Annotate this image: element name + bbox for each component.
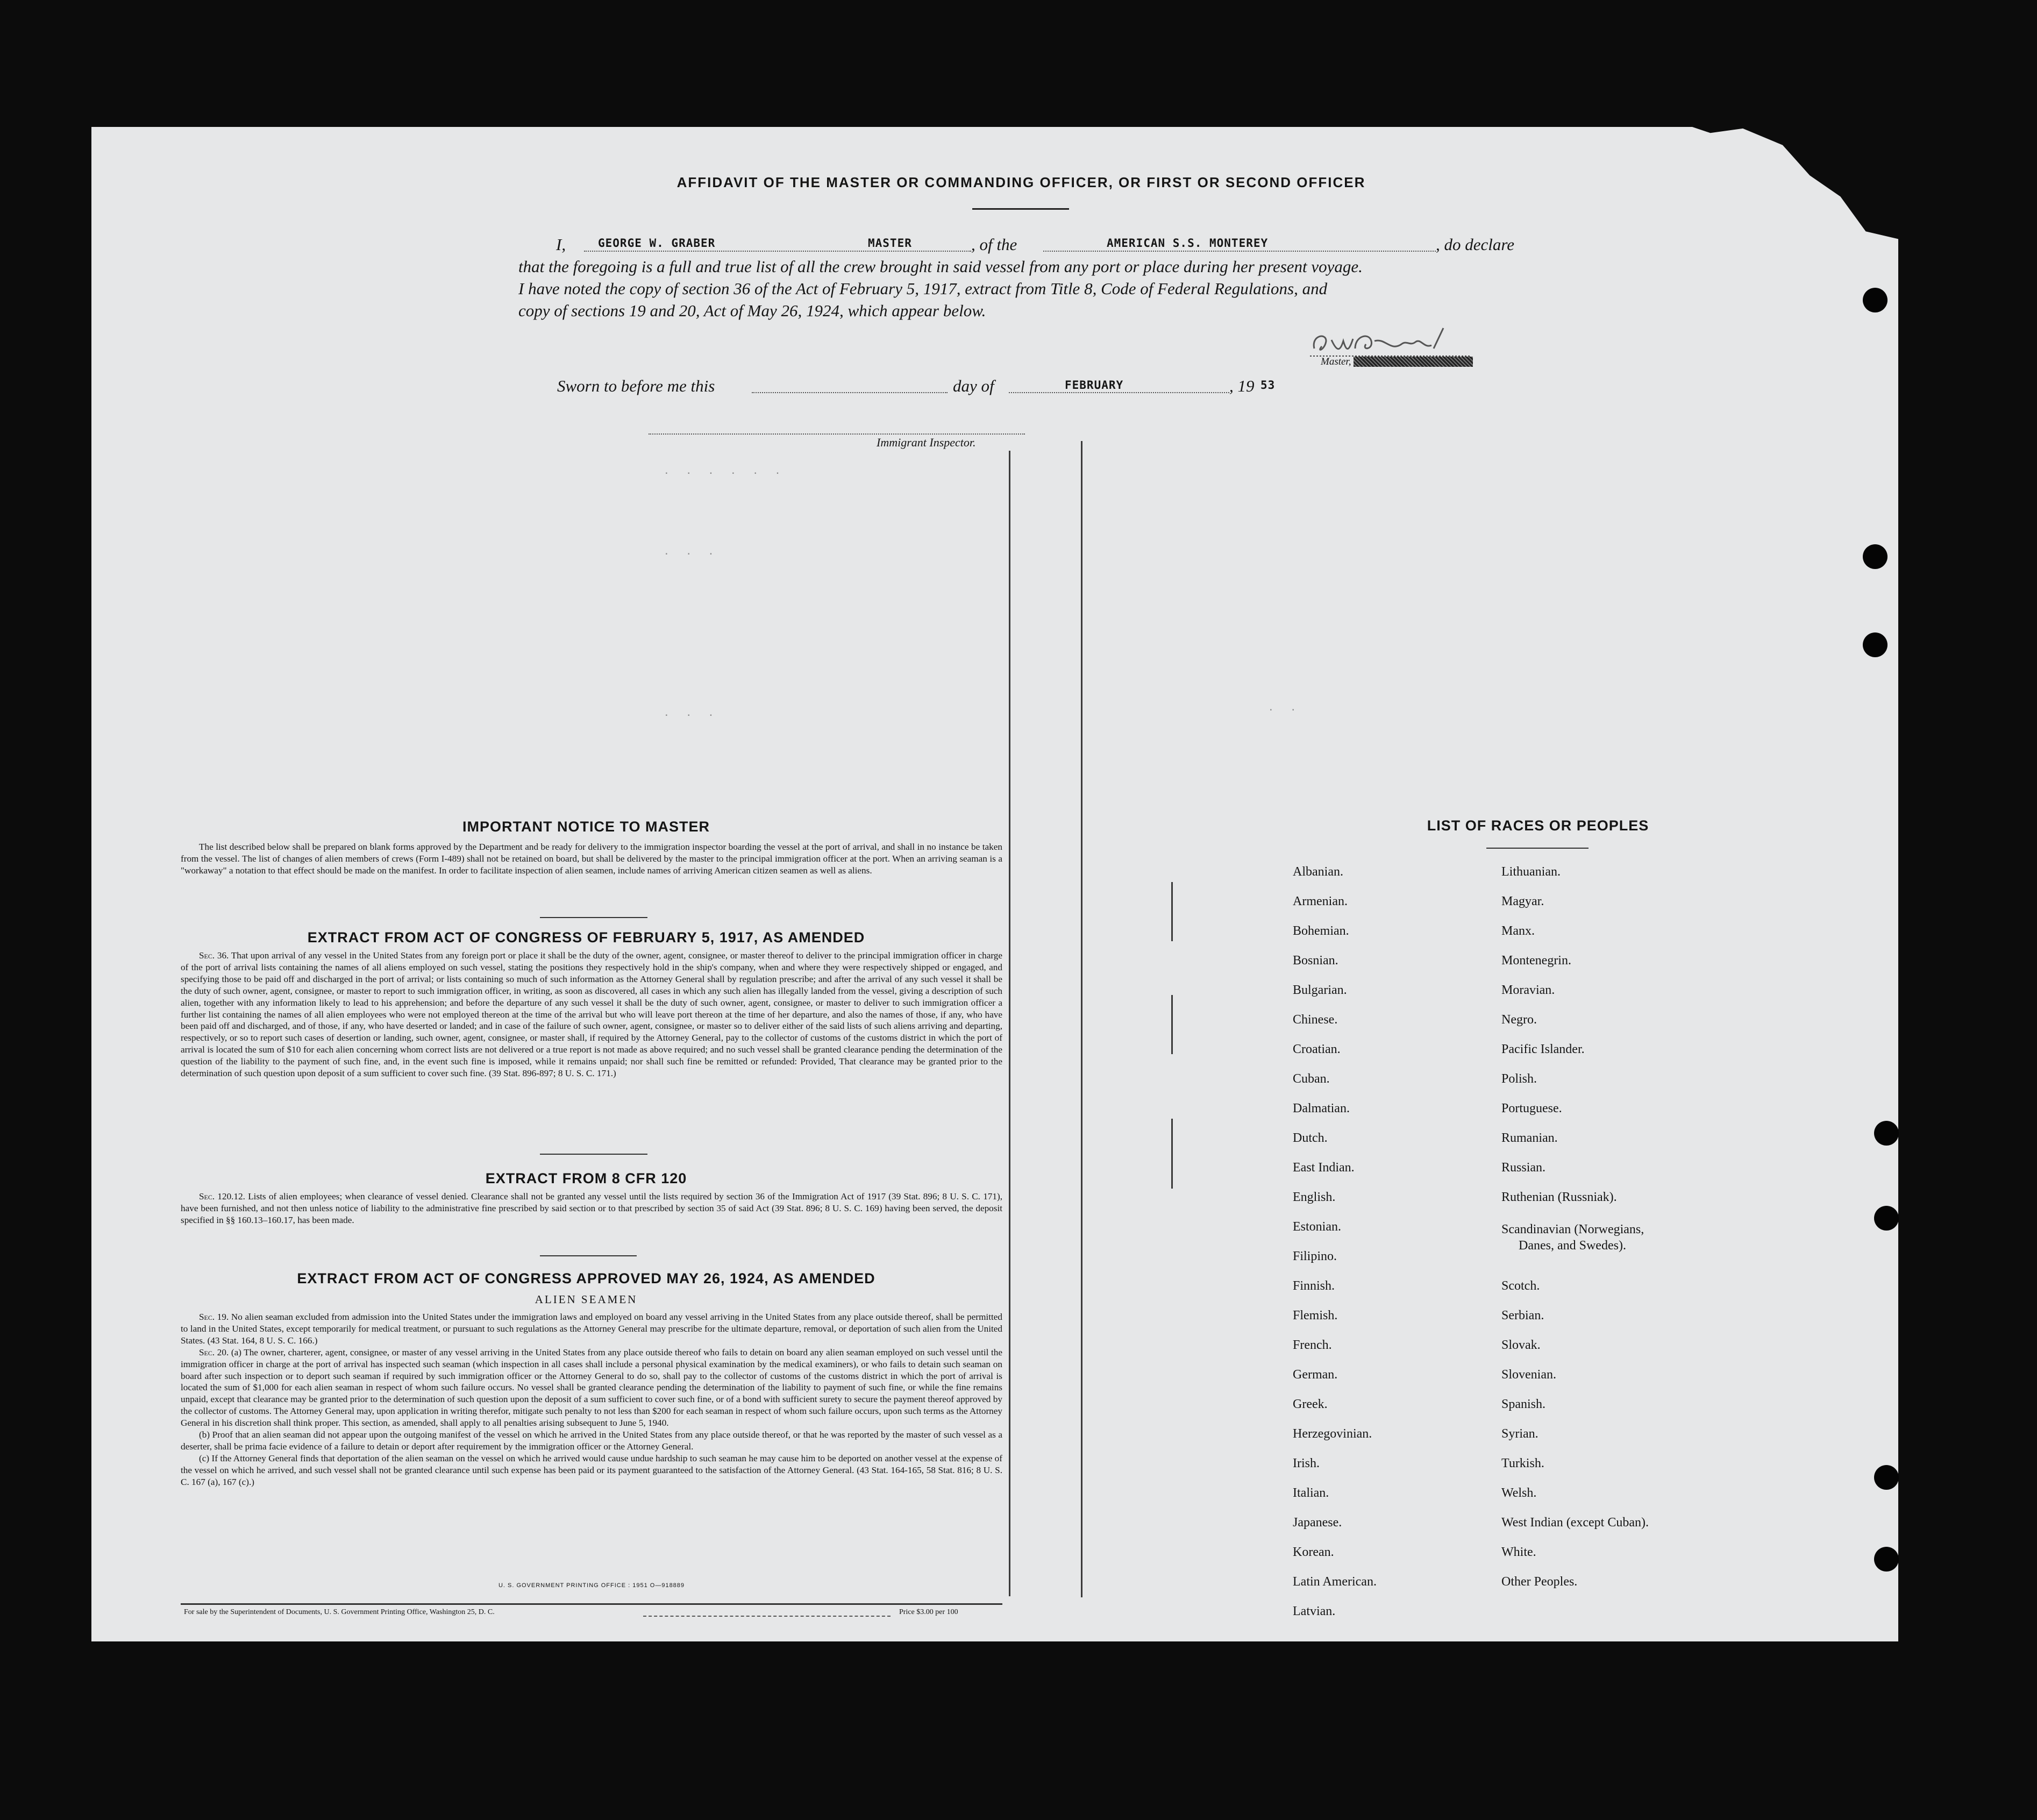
sworn-day-fill — [752, 392, 948, 393]
signer-label: Master, — [1321, 356, 1351, 367]
month-fill-line — [1009, 392, 1229, 393]
signer-caption — [1321, 356, 1473, 368]
punch-hole — [1874, 1465, 1899, 1490]
race-item: Rumanian. — [1501, 1131, 1558, 1145]
punch-hole — [1863, 632, 1888, 657]
sec-120-label: Sec. 120.12. — [199, 1191, 245, 1202]
race-item: White. — [1501, 1545, 1536, 1559]
punch-hole — [1874, 1547, 1899, 1572]
extract-1924-body — [181, 1311, 1002, 1488]
race-item: Dutch. — [1293, 1131, 1328, 1145]
section-divider — [540, 917, 647, 918]
sec-19-label: Sec. 19. — [199, 1312, 229, 1322]
race-item: Syrian. — [1501, 1427, 1539, 1441]
race-item: Serbian. — [1501, 1309, 1544, 1323]
race-item: Polish. — [1501, 1072, 1537, 1086]
race-item: Cuban. — [1293, 1072, 1330, 1086]
sec-36-label: Sec. 36. — [199, 950, 229, 961]
race-item: Flemish. — [1293, 1309, 1338, 1323]
race-item: Lithuanian. — [1501, 865, 1561, 879]
race-item: Pacific Islander. — [1501, 1042, 1585, 1056]
race-item: Bosnian. — [1293, 954, 1338, 968]
sec-20a-text: (a) The owner, charterer, agent, consignee, or master of any vessel arriving in the United States from any place outside thereof who fails to detain on board any alien seaman employed on such vessel until the immigration officer in charge at the port of arrival has inspected such seaman (which inspection in all cases shall include a personal physical examination by the medical examiners), or who fails to detain such seaman on board after such inspection or to deport such seaman if required by such immigration officer or the Attorney General to do so, shall pay to the collector of customs of the customs district in which the port of arrival is located the sum of $1,000 for each alien seaman in respect of whom such failure occurs. No vessel shall be granted clearance pending the determination of the liability to payment of such fine, or while the fine remains unpaid, except that clearance may be granted prior to the determination of such question upon the deposit of a sum sufficient to cover such fine, or of a bond with sufficient surety to secure the payment thereof approved by the collector of customs. The Attorney General may, upon application in writing therefor, mitigate such penalty to not less than $200 for each seaman in respect of whom such failure occurs, upon such terms as the Attorney General in his discretion shall think proper. This section, as amended, shall apply to all penalties arising subsequent to June 5, 1940. — [181, 1347, 1002, 1428]
race-item: East Indian. — [1293, 1161, 1355, 1175]
bleed-marks: . . . . . . — [665, 463, 787, 477]
vessel-name: AMERICAN S.S. MONTEREY — [1107, 237, 1269, 250]
race-item: Other Peoples. — [1501, 1575, 1578, 1589]
sec-20c-text: (c) If the Attorney General finds that deportation of the alien seaman on the vessel on which he arrived would cause undue hardship to such seaman he may cause him to be deported on another vessel at the expense of the vessel on which he arrived, and such vessel shall not be granted clearance until such expense has been paid or its payment guaranteed to the satisfaction of the Attorney General. (43 Stat. 164-165, 58 Stat. 816; 8 U. S. C. 167 (a), 167 (c).) — [181, 1453, 1002, 1487]
race-item: Spanish. — [1501, 1397, 1546, 1411]
punch-hole — [1863, 288, 1888, 312]
sworn-month: FEBRUARY — [1065, 379, 1124, 392]
gpo-imprint: U. S. GOVERNMENT PRINTING OFFICE : 1951 O—918889 — [498, 1582, 685, 1589]
extract-cfr-title: EXTRACT FROM 8 CFR 120 — [485, 1170, 687, 1186]
sec-120-text: Lists of alien employees; when clearance of vessel denied. Clearance shall not be granted any vessel until the lists required by section 36 of the Immigration Act of 1917 (39 Stat. 896; 8 U. S. C. 171), have been furnished, and not then unless notice of liability to the administrative fine prescribed by said section or to that prescribed by section 35 of said Act (39 Stat. 896; 8 U. S. C. 169) having been served, the deposit specified in §§ 160.13–160.17, has been made. — [181, 1191, 1002, 1225]
race-item: Portuguese. — [1501, 1101, 1562, 1115]
footer-rule — [181, 1603, 1002, 1605]
sec-20b-text: (b) Proof that an alien seaman did not appear upon the outgoing manifest of the vessel on which he arrived in the United States from any place outside thereof, or that he was reported by the master of such vessel as a deserter, shall be prima facie evidence of a failure to detain or deport after requirement by the immigration officer or the Attorney General. — [181, 1430, 1002, 1452]
race-item: Danes, and Swedes). — [1519, 1239, 1626, 1253]
declaration-pronoun: I, — [556, 235, 566, 254]
column-rule — [1081, 441, 1082, 1597]
race-item: Manx. — [1501, 924, 1535, 938]
race-item: Scotch. — [1501, 1279, 1540, 1293]
race-item: Herzegovinian. — [1293, 1427, 1372, 1441]
race-item: Magyar. — [1501, 894, 1544, 908]
race-item: Montenegrin. — [1501, 954, 1571, 968]
race-item: Negro. — [1501, 1013, 1537, 1027]
race-item: Scandinavian (Norwegians, — [1501, 1222, 1644, 1236]
master-name: GEORGE W. GRABER — [598, 237, 716, 250]
race-item: Estonian. — [1293, 1220, 1341, 1234]
race-item: Ruthenian (Russniak). — [1501, 1190, 1617, 1204]
race-item: Bohemian. — [1293, 924, 1349, 938]
bleed-marks: . . . — [665, 705, 721, 719]
race-item: Welsh. — [1501, 1486, 1537, 1500]
sale-notice: For sale by the Superintendent of Documents, U. S. Government Printing Office, Washington 25, D. C. — [184, 1608, 495, 1616]
vessel-fill-line — [1043, 251, 1436, 252]
do-declare-label: , do declare — [1436, 235, 1515, 254]
race-item: Armenian. — [1293, 894, 1348, 908]
race-item: Slovak. — [1501, 1338, 1541, 1352]
of-the-label: , of the — [971, 235, 1017, 254]
race-item: Albanian. — [1293, 865, 1343, 879]
extract-cfr-body — [181, 1191, 1002, 1226]
punch-hole — [1863, 544, 1888, 569]
race-item: Croatian. — [1293, 1042, 1341, 1056]
extract-1917-body — [181, 950, 1002, 1079]
race-item: Japanese. — [1293, 1516, 1342, 1530]
race-item: Slovenian. — [1501, 1368, 1556, 1382]
column-rule — [1171, 1119, 1173, 1189]
punch-hole — [1874, 1206, 1899, 1231]
races-divider — [1486, 848, 1589, 849]
declaration-line-2: that the foregoing is a full and true list of all the crew brought in said vessel from any port or place during her present voyage. — [518, 257, 1363, 276]
inspector-signature-line — [649, 433, 1025, 435]
affidavit-title: AFFIDAVIT OF THE MASTER OR COMMANDING OFFICER, OR FIRST OR SECOND OFFICER — [676, 174, 1366, 190]
title-divider — [972, 208, 1069, 210]
race-item: Irish. — [1293, 1456, 1320, 1470]
price-notice: Price $3.00 per 100 — [899, 1608, 958, 1616]
struck-officer-title — [1354, 357, 1473, 367]
race-item: Finnish. — [1293, 1279, 1335, 1293]
race-item: French. — [1293, 1338, 1332, 1352]
race-item: English. — [1293, 1190, 1336, 1204]
declaration-line-3: I have noted the copy of section 36 of the Act of February 5, 1917, extract from Title 8, Code of Federal Regulations, and — [518, 279, 1328, 298]
race-item: German. — [1293, 1368, 1338, 1382]
sec-20-label: Sec. 20. — [199, 1347, 229, 1357]
notice-text: The list described below shall be prepared on blank forms approved by the Department and be ready for delivery to the immigration inspector boarding the vessel at the port of arrival, and shall in no instance be taken from the vessel. The list of changes of alien members of crews (Form I-489) shall not be retained on board, but shall be delivered by the master to the principal immigration officer at the port. When an arriving seaman is a "workaway" a notation to that effect should be made on the manifest. In order to facilitate inspection of alien seamen, include names of arriving American citizen seamen as well as aliens. — [181, 842, 1002, 876]
race-item: Latin American. — [1293, 1575, 1377, 1589]
race-item: Latvian. — [1293, 1604, 1336, 1618]
master-signature — [1310, 325, 1471, 359]
notice-body — [181, 841, 1002, 877]
sworn-year: 53 — [1260, 379, 1276, 392]
race-item: Moravian. — [1501, 983, 1555, 997]
race-item: Korean. — [1293, 1545, 1334, 1559]
column-rule — [1009, 451, 1010, 1596]
sec-36-text: That upon arrival of any vessel in the United States from any foreign port or place it shall be the duty of the owner, agent, consignee, or master thereof to deliver to the principal immigration officer in charge of the port of arrival lists containing the names of all aliens employed on such vessel, stating the positions they respectively hold in the ship's company, when and where they were respectively shipped or engaged, and specifying those to be paid off and discharged in the port of arrival; or lists containing so much of such information as the Attorney General shall by regulation prescribe; and after the arrival of any such vessel it shall be the duty of such owner, agent, consignee, or master to report to such immigration officer, in writing, as soon as discovered, all cases in which any such alien has illegally landed from the vessel, giving a description of such alien, together with any information likely to lead to his apprehension; and before the departure of any such vessel it shall be the duty of such owner, agent, consignee, or master to deliver to such immigration officer a further list containing the names of all alien employees who were not employed thereon at the time of the arrival but who will leave port thereon at the time of her departure, and also the names of those, if any, who have been paid off and discharged, and of those, if any, who have deserted or landed; and in case of the failure of such owner, agent, consignee, or master so to deliver either of the said lists of such aliens arriving and departing, respectively, or so to report such cases of desertion or landing, such owner, agent, consignee, or master shall, if required by the Attorney General, pay to the collector of customs of the customs district in which the port of arrival is located the sum of $10 for each alien concerning whom correct lists are not delivered or a true report is not made as above required; and no such vessel shall be granted clearance pending the determination of the question of the liability to the payment of such fine, and, in the event such fine is imposed, while it remains unpaid; nor shall such fine be remitted or refunded: Provided, That clearance may be granted prior to the determination of such question upon deposit of a sum sufficient to cover such fine. (39 Stat. 896-897; 8 U. S. C. 171.) — [181, 950, 1002, 1079]
declaration-line-4: copy of sections 19 and 20, Act of May 26, 1924, which appear below. — [518, 301, 986, 320]
race-item: Italian. — [1293, 1486, 1329, 1500]
bleed-marks: . . — [1269, 699, 1303, 714]
day-of-label: day of — [953, 376, 994, 395]
race-item: Greek. — [1293, 1397, 1328, 1411]
column-rule — [1171, 882, 1173, 941]
footer-leader — [643, 1616, 891, 1617]
sworn-label: Sworn to before me this — [557, 376, 715, 395]
sec-19-text: No alien seaman excluded from admission into the United States under the immigration laws and employed on board any vessel arriving in the United States from any place outside thereof, shall be permitted to land in the United States, except temporarily for medical treatment, or pursuant to such regulations as the Attorney General may prescribe for the ultimate departure, removal, or deportation of such alien from the United States. (43 Stat. 164, 8 U. S. C. 166.) — [181, 1312, 1002, 1346]
races-title: LIST OF RACES OR PEOPLES — [1427, 817, 1649, 834]
race-item: West Indian (except Cuban). — [1501, 1516, 1649, 1530]
race-item: Russian. — [1501, 1161, 1546, 1175]
race-item: Dalmatian. — [1293, 1101, 1350, 1115]
race-item: Bulgarian. — [1293, 983, 1347, 997]
master-rank: MASTER — [868, 237, 912, 250]
alien-seamen-subtitle: ALIEN SEAMEN — [535, 1293, 638, 1306]
race-item: Filipino. — [1293, 1249, 1337, 1263]
name-fill-line — [584, 251, 971, 252]
section-divider — [540, 1154, 647, 1155]
year-prefix: , 19 — [1229, 376, 1255, 395]
bleed-marks: . . . — [665, 543, 721, 558]
notice-title: IMPORTANT NOTICE TO MASTER — [462, 819, 710, 835]
column-rule — [1171, 995, 1173, 1054]
race-item: Turkish. — [1501, 1456, 1544, 1470]
race-item: Chinese. — [1293, 1013, 1338, 1027]
section-divider — [540, 1255, 637, 1256]
extract-1924-title: EXTRACT FROM ACT OF CONGRESS APPROVED MAY 26, 1924, AS AMENDED — [297, 1270, 875, 1286]
punch-hole — [1874, 1121, 1899, 1146]
extract-1917-title: EXTRACT FROM ACT OF CONGRESS OF FEBRUARY 5, 1917, AS AMENDED — [307, 929, 865, 945]
inspector-label: Immigrant Inspector. — [877, 436, 976, 449]
